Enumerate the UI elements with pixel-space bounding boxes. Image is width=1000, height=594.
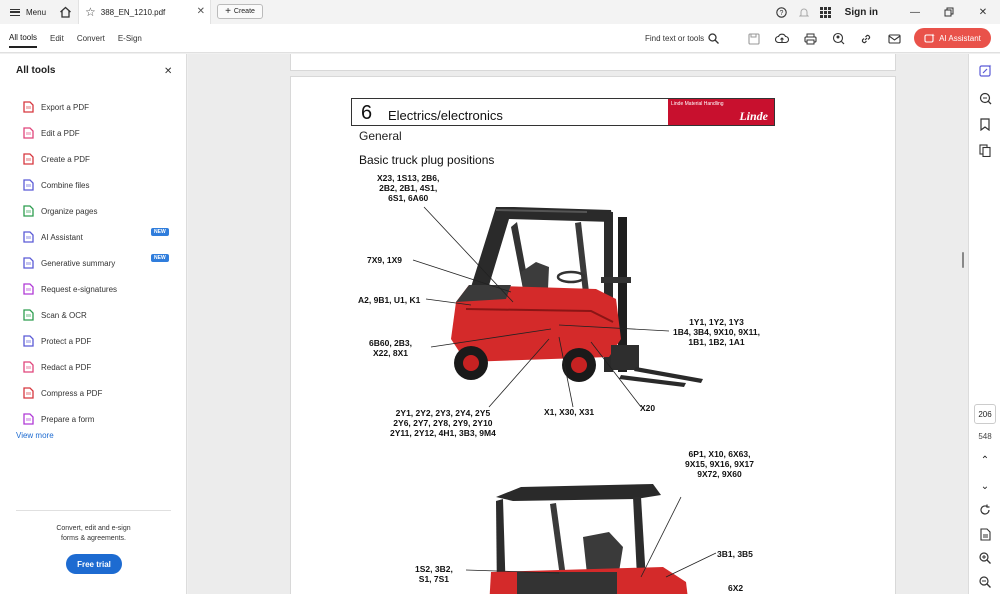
close-window-icon: ✕	[978, 6, 988, 18]
chevron-up-icon: ⌃	[980, 454, 990, 466]
pdf-page	[290, 76, 896, 594]
page-display-button[interactable]	[977, 526, 993, 542]
tool-item-label: Create a PDF	[41, 154, 90, 164]
search-icon	[708, 33, 719, 44]
create-button[interactable]	[217, 4, 263, 19]
help-icon	[776, 7, 787, 18]
find-person-icon	[832, 32, 845, 45]
home-button[interactable]	[53, 0, 77, 24]
bookmarks-rail-button[interactable]	[977, 116, 993, 132]
tab-convert[interactable]: Convert	[76, 33, 105, 43]
home-icon	[59, 6, 72, 18]
previous-page	[290, 54, 896, 71]
upload-cloud-button[interactable]	[768, 28, 796, 49]
compress-pdf-icon	[22, 387, 34, 399]
tab-all-tools[interactable]: All tools	[9, 29, 37, 48]
email-button[interactable]	[880, 28, 908, 49]
forklift-bottom	[489, 484, 689, 594]
tool-item-label: Edit a PDF	[41, 128, 80, 138]
logo-subtitle: Linde Material Handling	[671, 101, 724, 107]
hamburger-icon	[10, 9, 20, 16]
free-trial-button[interactable]: Free trial	[66, 554, 122, 574]
find-label: Find text or tools	[645, 34, 705, 43]
create-pdf-icon	[22, 153, 34, 165]
ai-assistant-icon	[22, 231, 34, 243]
forklift-drawing	[291, 77, 897, 594]
callout-10: 3B1, 3B5	[717, 549, 753, 559]
callout-2: 7X9, 1X9	[367, 255, 402, 265]
tool-item-label: Organize pages	[41, 206, 98, 216]
close-tab-icon[interactable]: ✕	[196, 6, 205, 17]
tool-item-label: Request e-signatures	[41, 284, 118, 294]
next-page-button[interactable]	[977, 478, 993, 494]
current-page-input[interactable]: 206	[974, 404, 996, 424]
tool-item-redact-pdf[interactable]	[22, 354, 182, 380]
request-esignatures-icon	[22, 283, 34, 295]
view-more-link[interactable]: View more	[16, 431, 54, 440]
zoom-out-button[interactable]	[977, 574, 993, 590]
export-pdf-icon	[22, 101, 34, 113]
help-button[interactable]	[771, 0, 793, 24]
callout-12: 6X2	[728, 583, 744, 593]
callout-9: 6P1, X10, 6X63, 9X15, 9X16, 9X17 9X72, 9X60	[685, 449, 755, 479]
scan-ocr-icon	[22, 309, 34, 321]
print-icon	[804, 33, 817, 45]
callout-8: X20	[640, 403, 656, 413]
minimize-button[interactable]	[898, 0, 932, 24]
panel-resize-handle[interactable]	[962, 252, 964, 268]
tool-item-label: Redact a PDF	[41, 362, 92, 372]
notifications-button[interactable]	[793, 0, 815, 24]
logo-name: Linde	[739, 109, 768, 123]
tool-item-label: Prepare a form	[41, 414, 95, 424]
document-viewer[interactable]	[188, 54, 968, 594]
star-icon[interactable]: ☆	[85, 5, 96, 19]
right-rail	[968, 54, 1000, 594]
tool-item-label: Compress a PDF	[41, 388, 103, 398]
menu-label: Menu	[26, 7, 47, 17]
sign-in-link[interactable]: Sign in	[844, 6, 878, 18]
divider	[16, 510, 171, 511]
previous-page-button[interactable]	[977, 452, 993, 468]
tool-item-request-esignatures[interactable]	[22, 276, 182, 302]
promo-text	[16, 524, 171, 544]
edit-pdf-icon	[22, 127, 34, 139]
prepare-form-icon	[22, 413, 34, 425]
comment-search-icon	[979, 92, 992, 105]
apps-button[interactable]	[815, 0, 837, 24]
tab-title: 388_EN_1210.pdf	[100, 7, 166, 17]
all-tools-panel	[0, 54, 187, 594]
generative-summary-icon	[22, 257, 34, 269]
pages-rail-button[interactable]	[977, 142, 993, 158]
section-title: General	[359, 129, 402, 143]
save-icon	[748, 33, 760, 45]
link-icon	[860, 33, 872, 45]
tool-item-ai-assistant[interactable]	[22, 224, 182, 250]
tool-item-label: Export a PDF	[41, 102, 90, 112]
restore-icon	[944, 7, 954, 17]
link-button[interactable]	[852, 28, 880, 49]
create-label: Create	[233, 8, 255, 15]
save-button[interactable]	[740, 28, 768, 49]
chapter-number: 6	[361, 102, 373, 124]
bell-icon	[799, 7, 809, 18]
title-bar	[0, 0, 1000, 24]
tool-item-combine-files[interactable]	[22, 172, 182, 198]
callout-4: 6B60, 2B3, X22, 8X1	[369, 338, 412, 358]
document-icon	[980, 528, 991, 541]
new-badge: NEW	[151, 228, 169, 236]
chevron-down-icon: ⌄	[980, 480, 990, 492]
tool-item-create-pdf[interactable]	[22, 146, 182, 172]
find-text-button[interactable]	[645, 33, 719, 44]
tools-list	[22, 94, 182, 432]
rotate-button[interactable]	[977, 502, 993, 518]
close-window-button[interactable]	[966, 0, 1000, 24]
forklift-top	[451, 207, 703, 387]
combine-files-icon	[22, 179, 34, 191]
main-toolbar	[0, 24, 1000, 53]
tab-edit[interactable]: Edit	[50, 33, 64, 43]
zoom-out-icon	[979, 576, 991, 588]
organize-pages-icon	[22, 205, 34, 217]
tool-item-edit-pdf[interactable]	[22, 120, 182, 146]
tool-item-label: AI Assistant	[41, 232, 83, 242]
promo-line-1: Convert, edit and e-sign	[56, 525, 131, 532]
callout-11: 1S2, 3B2, S1, 7S1	[415, 564, 453, 584]
mail-icon	[888, 34, 901, 44]
svg-text:?: ?	[779, 9, 784, 17]
cloud-upload-icon	[775, 33, 789, 44]
tool-item-organize-pages[interactable]	[22, 198, 182, 224]
comments-rail-button[interactable]	[977, 90, 993, 106]
menu-button[interactable]	[0, 8, 50, 17]
tool-item-label: Generative summary	[41, 258, 116, 268]
tool-item-label: Protect a PDF	[41, 336, 92, 346]
tool-item-scan-ocr[interactable]	[22, 302, 182, 328]
minimize-icon: —	[910, 6, 920, 18]
plus-icon: +	[225, 6, 231, 17]
zoom-in-button[interactable]	[977, 550, 993, 566]
tool-item-generative-summary[interactable]	[22, 250, 182, 276]
ai-sparkle-icon	[924, 33, 935, 44]
callout-1: X23, 1S13, 2B6, 2B2, 2B1, 4S1, 6S1, 6A60	[377, 173, 440, 203]
document-tab[interactable]	[78, 0, 211, 24]
ai-assistant-label: AI Assistant	[939, 33, 981, 43]
close-panel-icon[interactable]: ✕	[164, 66, 173, 77]
zoom-in-icon	[979, 552, 991, 564]
tool-item-compress-pdf[interactable]	[22, 380, 182, 406]
protect-pdf-icon	[22, 335, 34, 347]
new-badge: NEW	[151, 254, 169, 262]
print-button[interactable]	[796, 28, 824, 49]
callout-5: 1Y1, 1Y2, 1Y3 1B4, 3B4, 9X10, 9X11, 1B1, 1B2, 1A1	[673, 317, 760, 347]
page-heading: Basic truck plug positions	[359, 153, 495, 167]
apps-grid-icon	[820, 7, 831, 18]
tool-item-export-pdf[interactable]	[22, 94, 182, 120]
tool-item-label: Scan & OCR	[41, 310, 87, 320]
total-pages: 548	[978, 432, 992, 441]
callout-7: X1, X30, X31	[544, 407, 595, 417]
promo-line-2: forms & agreements.	[61, 535, 126, 542]
search-user-button[interactable]	[824, 28, 852, 49]
callout-3: A2, 9B1, U1, K1	[358, 295, 421, 305]
redact-pdf-icon	[22, 361, 34, 373]
ai-assistant-button[interactable]	[914, 28, 991, 48]
tool-item-prepare-form[interactable]	[22, 406, 182, 432]
panel-title: All tools	[16, 65, 56, 76]
chapter-title: Electrics/electronics	[388, 108, 503, 123]
bookmark-icon	[979, 118, 991, 131]
tool-item-label: Combine files	[41, 180, 90, 190]
restore-button[interactable]	[932, 0, 966, 24]
edit-text-rail-button[interactable]	[977, 62, 993, 78]
tab-esign[interactable]: E-Sign	[117, 33, 142, 43]
leader-lines	[413, 207, 716, 577]
rotate-icon	[979, 504, 991, 516]
copy-pages-icon	[979, 144, 991, 157]
callout-6: 2Y1, 2Y2, 2Y3, 2Y4, 2Y5 2Y6, 2Y7, 2Y8, 2Y9, 2Y10 2Y11, 2Y12, 4H1, 3B3, 9M4	[390, 408, 496, 438]
edit-sparkle-icon	[979, 64, 992, 77]
tool-item-protect-pdf[interactable]	[22, 328, 182, 354]
